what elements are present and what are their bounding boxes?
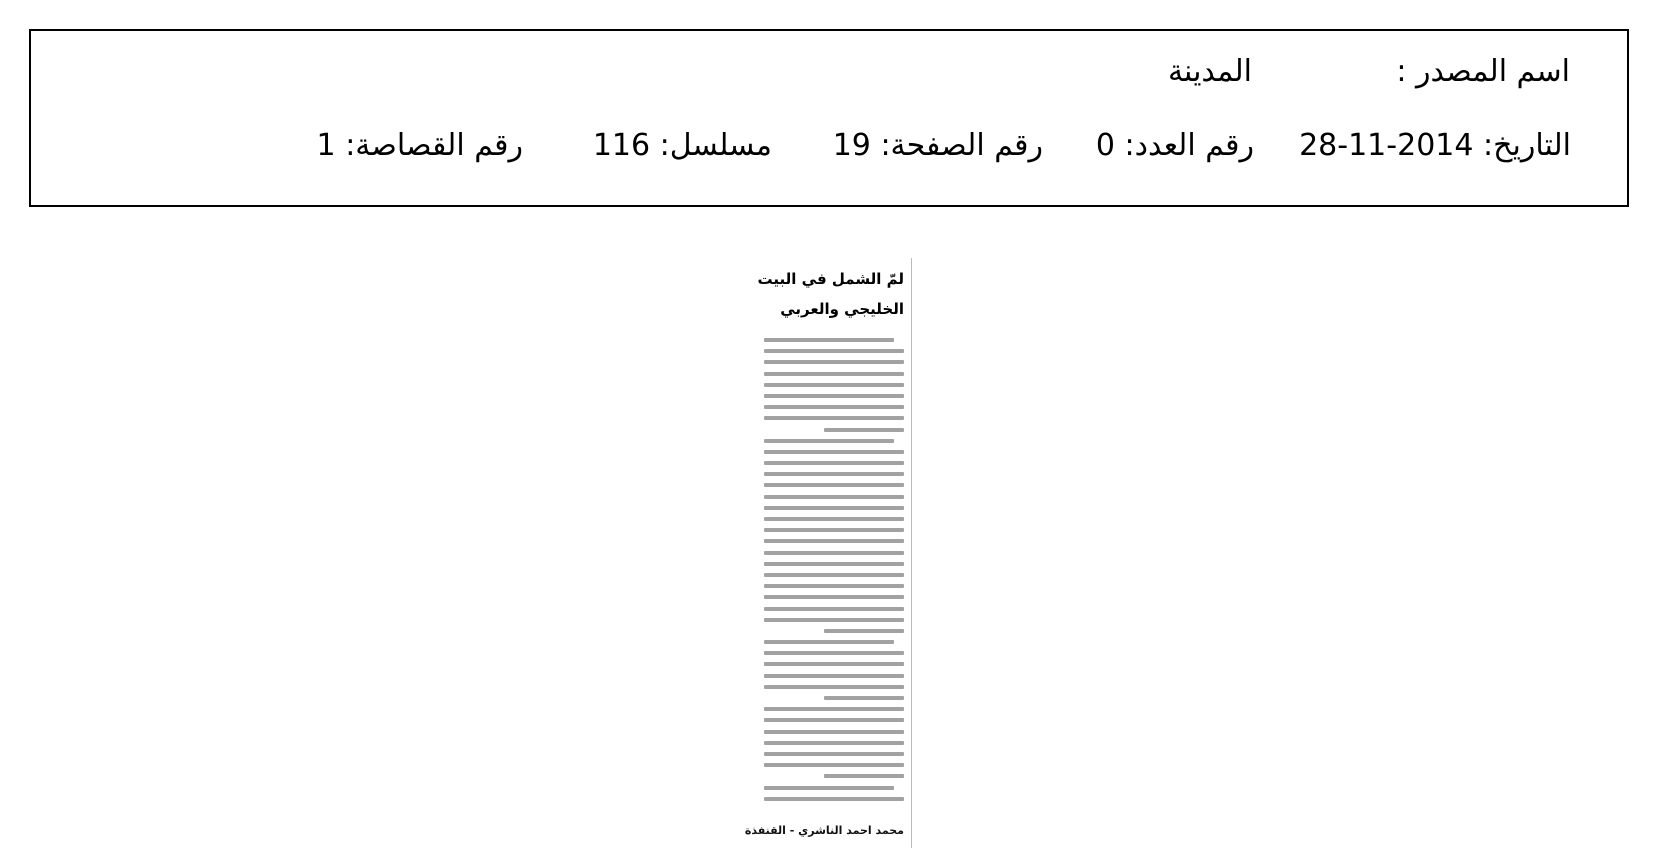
serial-field — [593, 129, 772, 163]
scanned-text-line — [764, 562, 904, 566]
scanned-text-line — [764, 707, 904, 711]
scanned-text-line — [764, 416, 904, 420]
clip-number-label: رقم القصاصة: — [345, 128, 523, 163]
scanned-text-line — [764, 528, 904, 532]
scanned-text-line — [764, 551, 904, 555]
scanned-text-line — [764, 349, 904, 353]
scanned-text-line — [824, 696, 904, 700]
page-label: رقم الصفحة: — [880, 128, 1043, 163]
column-rule — [911, 258, 912, 848]
source-label: اسم المصدر : — [1396, 54, 1570, 89]
scanned-text-line — [764, 372, 904, 376]
scanned-text-line — [764, 741, 904, 745]
scanned-text-line — [764, 674, 904, 678]
issue-field — [1096, 129, 1254, 163]
scanned-text-line — [764, 640, 894, 644]
scanned-text-line — [764, 786, 894, 790]
scanned-text-line — [764, 439, 894, 443]
scanned-text-line — [764, 651, 904, 655]
page-value: 19 — [832, 128, 871, 163]
date-value: 2014-11-28 — [1299, 128, 1474, 163]
serial-value: 116 — [592, 128, 651, 163]
serial-label: مسلسل: — [659, 128, 772, 163]
scanned-text-line — [764, 483, 904, 487]
clip-number-field — [317, 129, 523, 163]
clipping-info-box — [29, 29, 1629, 207]
scanned-text-line — [764, 360, 904, 364]
scanned-text-line — [764, 517, 904, 521]
scanned-text-line — [824, 774, 904, 778]
scanned-text-line — [764, 685, 904, 689]
scanned-text-line — [764, 450, 904, 454]
scanned-text-line — [764, 662, 904, 666]
clipping-headline-line2: الخليجي والعربي — [780, 300, 904, 318]
scanned-text-line — [764, 752, 904, 756]
scanned-text-line — [764, 607, 904, 611]
scanned-text-line — [764, 472, 904, 476]
scanned-text-line — [764, 495, 904, 499]
scanned-text-line — [764, 405, 904, 409]
issue-label: رقم العدد: — [1124, 128, 1254, 163]
clipping-signature: محمد احمد الناشري - القنفذة — [744, 824, 904, 837]
scanned-text-line — [764, 338, 894, 342]
scanned-text-line — [764, 506, 904, 510]
clip-number-value: 1 — [316, 128, 336, 163]
clipping-headline-line1: لمّ الشمل في البيت — [757, 270, 904, 288]
issue-value: 0 — [1095, 128, 1115, 163]
scanned-text-line — [824, 629, 904, 633]
scanned-text-line — [824, 428, 904, 432]
clipping-body-text — [764, 338, 904, 808]
scanned-text-line — [764, 763, 904, 767]
scanned-text-line — [764, 573, 904, 577]
scanned-text-line — [764, 730, 904, 734]
scanned-text-line — [764, 618, 904, 622]
scanned-text-line — [764, 718, 904, 722]
scanned-text-line — [764, 539, 904, 543]
scanned-text-line — [764, 584, 904, 588]
scanned-text-line — [764, 595, 904, 599]
scanned-text-line — [764, 461, 904, 465]
page-field — [833, 129, 1043, 163]
clipping-headline — [757, 264, 904, 324]
date-label: التاريخ: — [1483, 128, 1571, 163]
source-value: المدينة — [1167, 54, 1252, 89]
scanned-text-line — [764, 394, 904, 398]
scanned-text-line — [764, 383, 904, 387]
date-field — [1299, 129, 1571, 163]
newspaper-clipping — [744, 258, 908, 848]
scanned-text-line — [764, 797, 904, 801]
